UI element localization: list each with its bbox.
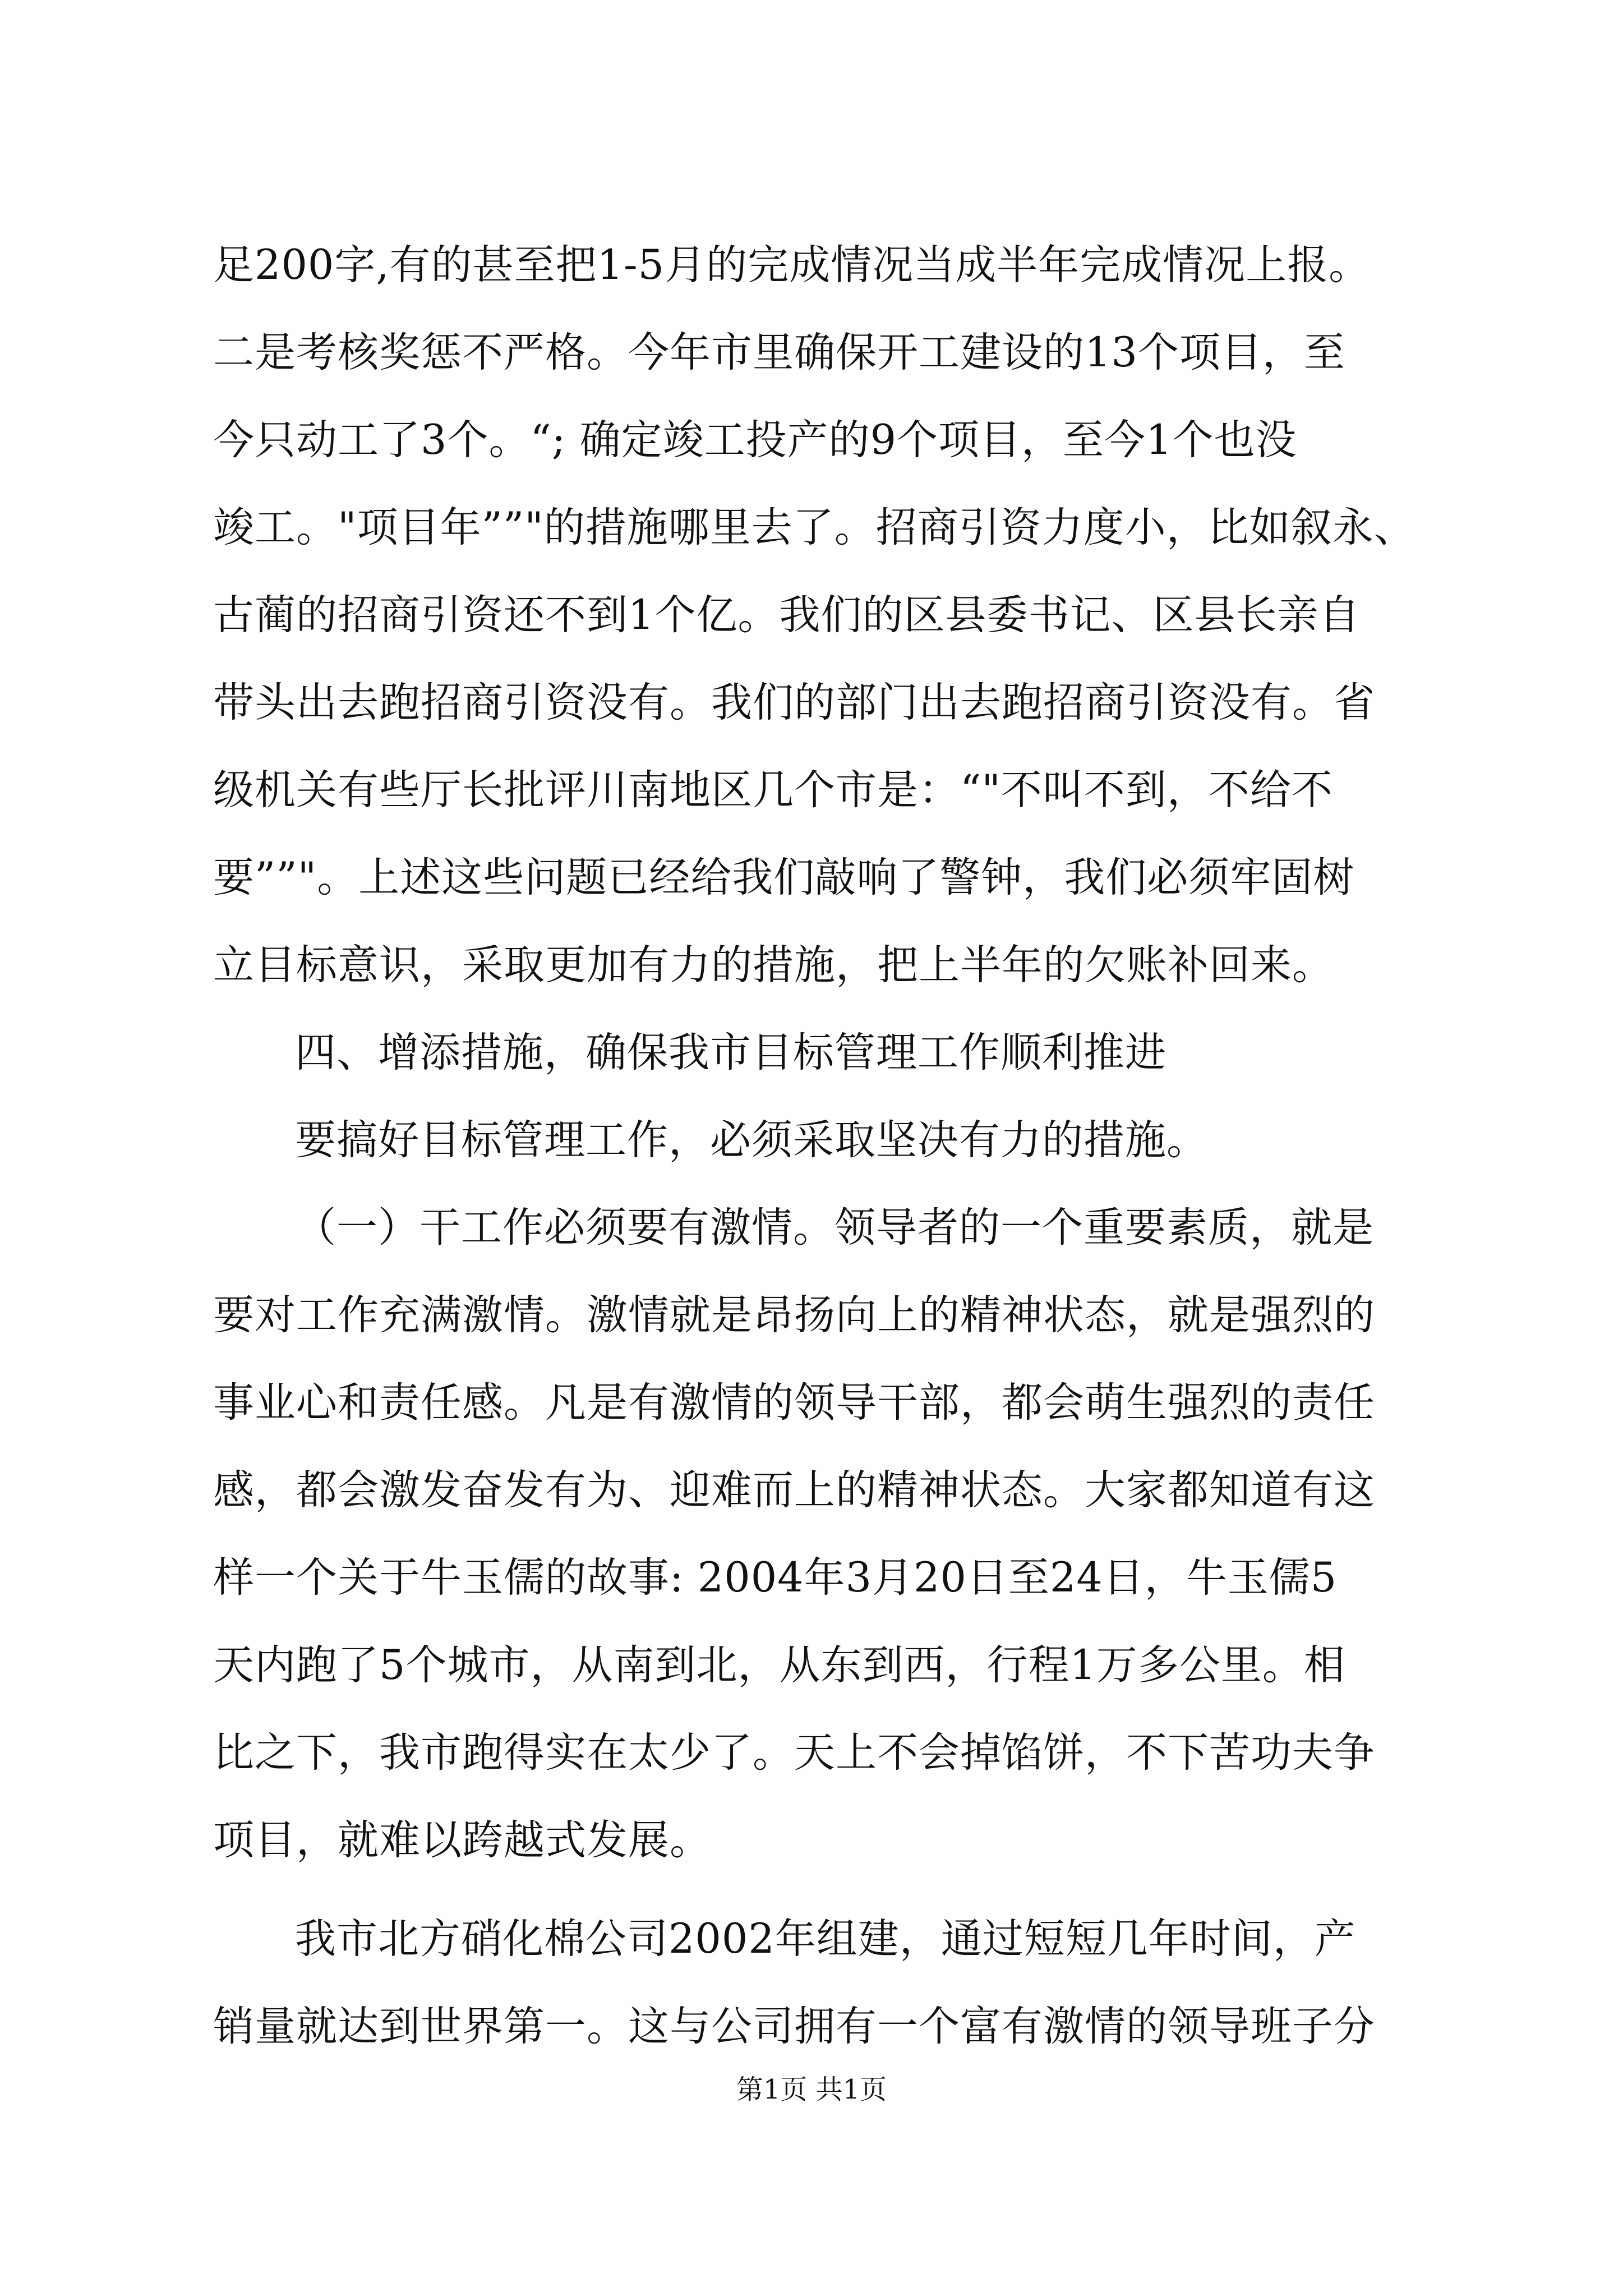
document-body bbox=[213, 222, 1413, 2070]
body-line: 立目标意识，采取更加有力的措施，把上半年的欠账补回来。 bbox=[213, 941, 1334, 989]
page-number-footer: 第1页 共1页 bbox=[736, 2074, 887, 2105]
body-line: 级机关有些厅长批评川南地区几个市是：“"不叫不到，不给不 bbox=[213, 766, 1333, 814]
body-line: 要搞好目标管理工作，必须采取坚决有力的措施。 bbox=[295, 1116, 1208, 1164]
body-line: 销量就达到世界第一。这与公司拥有一个富有激情的领导班子分 bbox=[213, 2003, 1375, 2050]
body-line: 足200字,有的甚至把1-5月的完成情况当成半年完成情况上报。 bbox=[213, 241, 1371, 289]
body-line: 古蔺的招商引资还不到1个亿。我们的区县委书记、区县长亲自 bbox=[213, 591, 1361, 639]
body-line: 带头出去跑招商引资没有。我们的部门出去跑招商引资没有。省 bbox=[213, 679, 1375, 726]
body-line: 要””"。上述这些问题已经给我们敲响了警钟，我们必须牢固树 bbox=[213, 854, 1355, 901]
body-line: 项目，就难以跨越式发展。 bbox=[213, 1816, 711, 1864]
body-line: 要对工作充满激情。激情就是昂扬向上的精神状态，就是强烈的 bbox=[213, 1291, 1375, 1339]
body-line: 我市北方硝化棉公司2002年组建，通过短短几年时间，产 bbox=[295, 1915, 1356, 1963]
body-line: 事业心和责任感。凡是有激情的领导干部，都会萌生强烈的责任 bbox=[213, 1379, 1375, 1427]
subsection-heading: （一）干工作必须要有激情。领导者的一个重要素质，就是 bbox=[295, 1204, 1374, 1251]
body-line: 感，都会激发奋发有为、迎难而上的精神状态。大家都知道有这 bbox=[213, 1466, 1375, 1514]
body-line: 天内跑了5个城市，从南到北，从东到西，行程1万多公里。相 bbox=[213, 1641, 1345, 1689]
body-line: 竣工。"项目年””"的措施哪里去了。招商引资力度小，比如叙永、 bbox=[213, 504, 1415, 551]
body-line: 今只动工了3个。“; 确定竣工投产的9个项目，至今1个也没 bbox=[213, 416, 1297, 464]
body-line: 二是考核奖惩不严格。今年市里确保开工建设的13个项目，至 bbox=[213, 329, 1345, 376]
section-heading: 四、增添措施，确保我市目标管理工作顺利推进 bbox=[295, 1029, 1166, 1076]
body-line: 样一个关于牛玉儒的故事: 2004年3月20日至24日，牛玉儒5 bbox=[213, 1554, 1338, 1602]
body-line: 比之下，我市跑得实在太少了。天上不会掉馅饼，不下苦功夫争 bbox=[213, 1729, 1375, 1777]
